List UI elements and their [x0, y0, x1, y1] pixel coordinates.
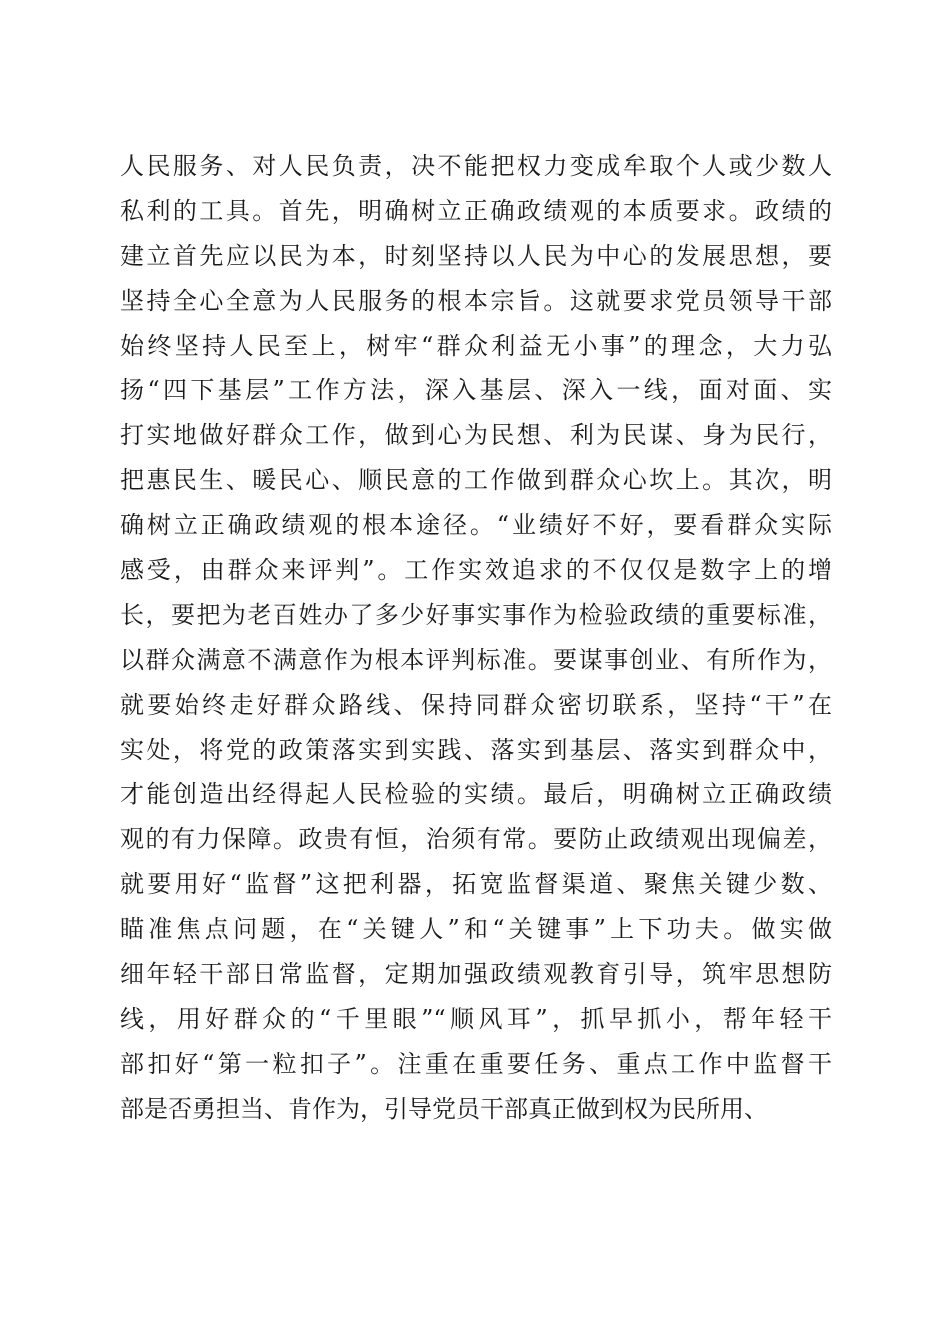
text-line: 瞄准焦点问题，在“关键人”和“关键事”上下功夫。做实做: [120, 915, 832, 944]
text-line: 观的有力保障。政贵有恒，治须有常。要防止政绩观出现偏差，: [120, 825, 832, 854]
text-line: 部是否勇担当、肯作为，引导党员干部真正做到权为民所用、: [120, 1094, 768, 1123]
text-line: 建立首先应以民为本，时刻坚持以人民为中心的发展思想，要: [120, 241, 832, 270]
text-line: 就要用好“监督”这把利器，拓宽监督渠道、聚焦关键少数、: [120, 870, 832, 899]
text-line: 始终坚持人民至上，树牢“群众利益无小事”的理念，大力弘: [120, 331, 832, 360]
text-line: 线，用好群众的“千里眼”“顺风耳”，抓早抓小，帮年轻干: [120, 1004, 832, 1033]
text-line: 人民服务、对人民负责，决不能把权力变成牟取个人或少数人: [120, 152, 832, 180]
text-line: 以群众满意不满意作为根本评判标准。要谋事创业、有所作为，: [120, 645, 832, 674]
text-line: 细年轻干部日常监督，定期加强政绩观教育引导，筑牢思想防: [120, 960, 832, 989]
text-line: 才能创造出经得起人民检验的实绩。最后，明确树立正确政绩: [120, 780, 832, 809]
text-line: 打实地做好群众工作，做到心为民想、利为民谋、身为民行，: [120, 421, 832, 450]
text-line: 把惠民生、暖民心、顺民意的工作做到群众心坎上。其次，明: [120, 466, 832, 495]
text-line: 坚持全心全意为人民服务的根本宗旨。这就要求党员领导干部: [120, 286, 832, 315]
text-line: 实处，将党的政策落实到实践、落实到基层、落实到群众中，: [120, 735, 832, 764]
text-line: 长，要把为老百姓办了多少好事实事作为检验政绩的重要标准，: [120, 600, 832, 629]
text-line: 私利的工具。首先，明确树立正确政绩观的本质要求。政绩的: [120, 196, 832, 225]
text-line: 感受，由群众来评判”。工作实效追求的不仅仅是数字上的增: [120, 556, 832, 585]
text-line: 部扣好“第一粒扣子”。注重在重要任务、重点工作中监督干: [120, 1049, 832, 1078]
body-paragraph: [120, 144, 832, 1132]
text-line: 就要始终走好群众路线、保持同群众密切联系，坚持“干”在: [120, 690, 832, 719]
text-line: 扬“四下基层”工作方法，深入基层、深入一线，面对面、实: [120, 376, 832, 405]
text-line: 确树立正确政绩观的根本途径。“业绩好不好，要看群众实际: [120, 511, 832, 540]
